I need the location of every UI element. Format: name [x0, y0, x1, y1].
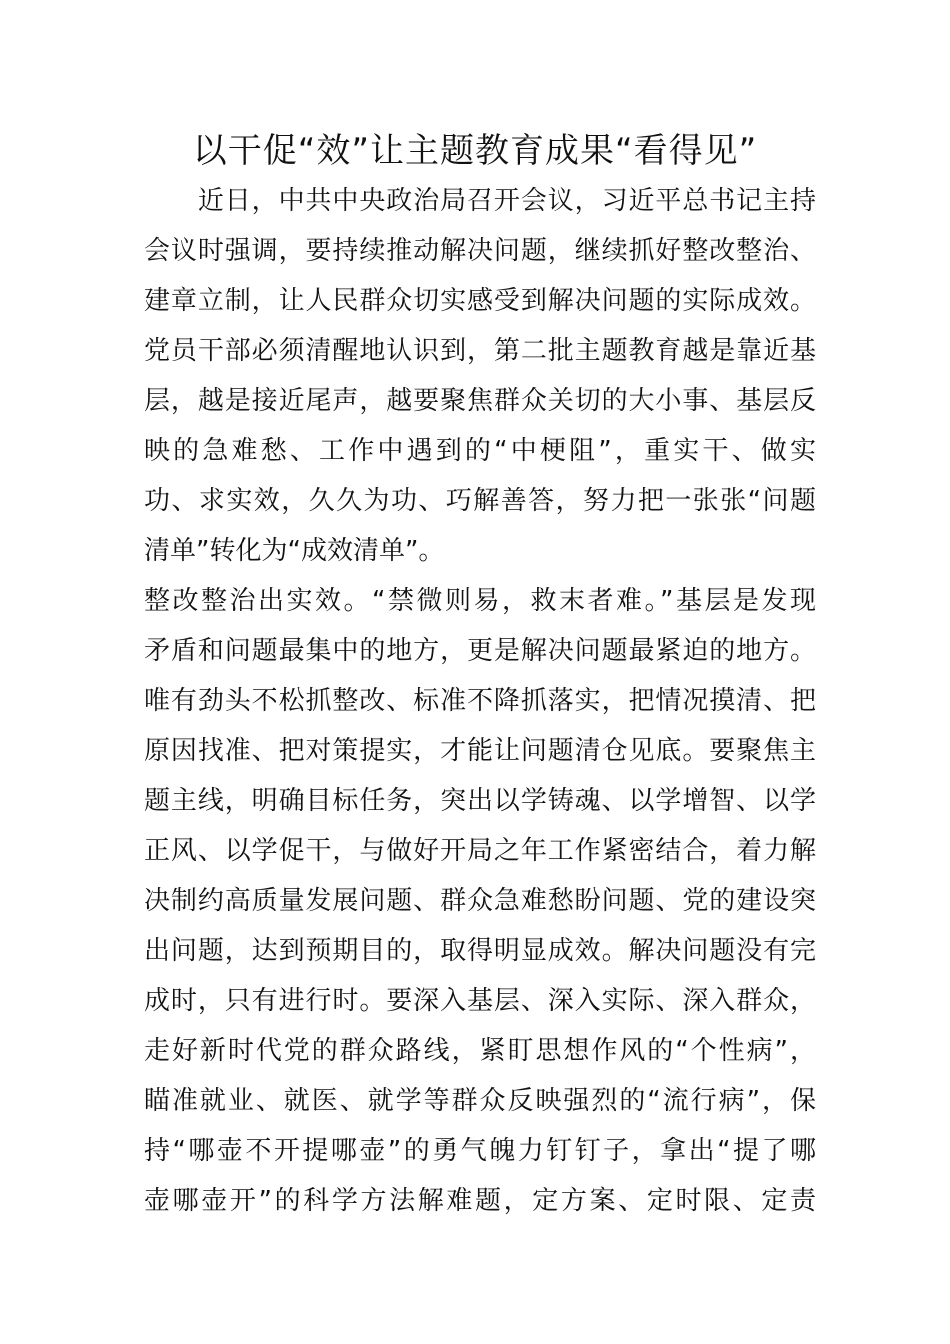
body-line-15: 决制约高质量发展问题、群众急难愁盼问题、党的建设突: [144, 886, 816, 916]
body-line-8: 清单”转化为“成效清单”。: [144, 536, 445, 566]
body-line-19: 瞄准就业、就医、就学等群众反映强烈的“流行病”，保: [144, 1086, 816, 1116]
body-line-21: 壶哪壶开”的科学方法解难题，定方案、定时限、定责: [144, 1186, 816, 1216]
body-line-1: 近日，中共中央政治局召开会议，习近平总书记主持: [144, 186, 816, 216]
body-line-17: 成时，只有进行时。要深入基层、深入实际、深入群众，: [144, 986, 816, 1016]
body-line-14: 正风、以学促干，与做好开局之年工作紧密结合，着力解: [144, 836, 816, 866]
document-title: 以干促“效”让主题教育成果“看得见”: [192, 131, 758, 171]
body-line-5: 层，越是接近尾声，越要聚焦群众关切的大小事、基层反: [144, 386, 816, 416]
body-line-9: 整改整治出实效。“禁微则易，救末者难。”基层是发现: [144, 586, 816, 616]
body-line-10: 矛盾和问题最集中的地方，更是解决问题最紧迫的地方。: [144, 636, 816, 666]
body-line-4: 党员干部必须清醒地认识到，第二批主题教育越是靠近基: [144, 336, 816, 366]
body-line-3: 建章立制，让人民群众切实感受到解决问题的实际成效。: [144, 286, 816, 316]
body-line-13: 题主线，明确目标任务，突出以学铸魂、以学增智、以学: [144, 786, 816, 816]
body-line-7: 功、求实效，久久为功、巧解善答，努力把一张张“问题: [144, 486, 816, 516]
body-line-18: 走好新时代党的群众路线，紧盯思想作风的“个性病”，: [144, 1036, 816, 1066]
body-line-11: 唯有劲头不松抓整改、标准不降抓落实，把情况摸清、把: [144, 686, 816, 716]
body-line-20: 持“哪壶不开提哪壶”的勇气魄力钉钉子，拿出“提了哪: [144, 1136, 816, 1166]
body-line-12: 原因找准、把对策提实，才能让问题清仓见底。要聚焦主: [144, 736, 816, 766]
body-line-6: 映的急难愁、工作中遇到的“中梗阻”，重实干、做实: [144, 436, 816, 466]
body-line-2: 会议时强调，要持续推动解决问题，继续抓好整改整治、: [144, 236, 816, 266]
body-line-16: 出问题，达到预期目的，取得明显成效。解决问题没有完: [144, 936, 816, 966]
